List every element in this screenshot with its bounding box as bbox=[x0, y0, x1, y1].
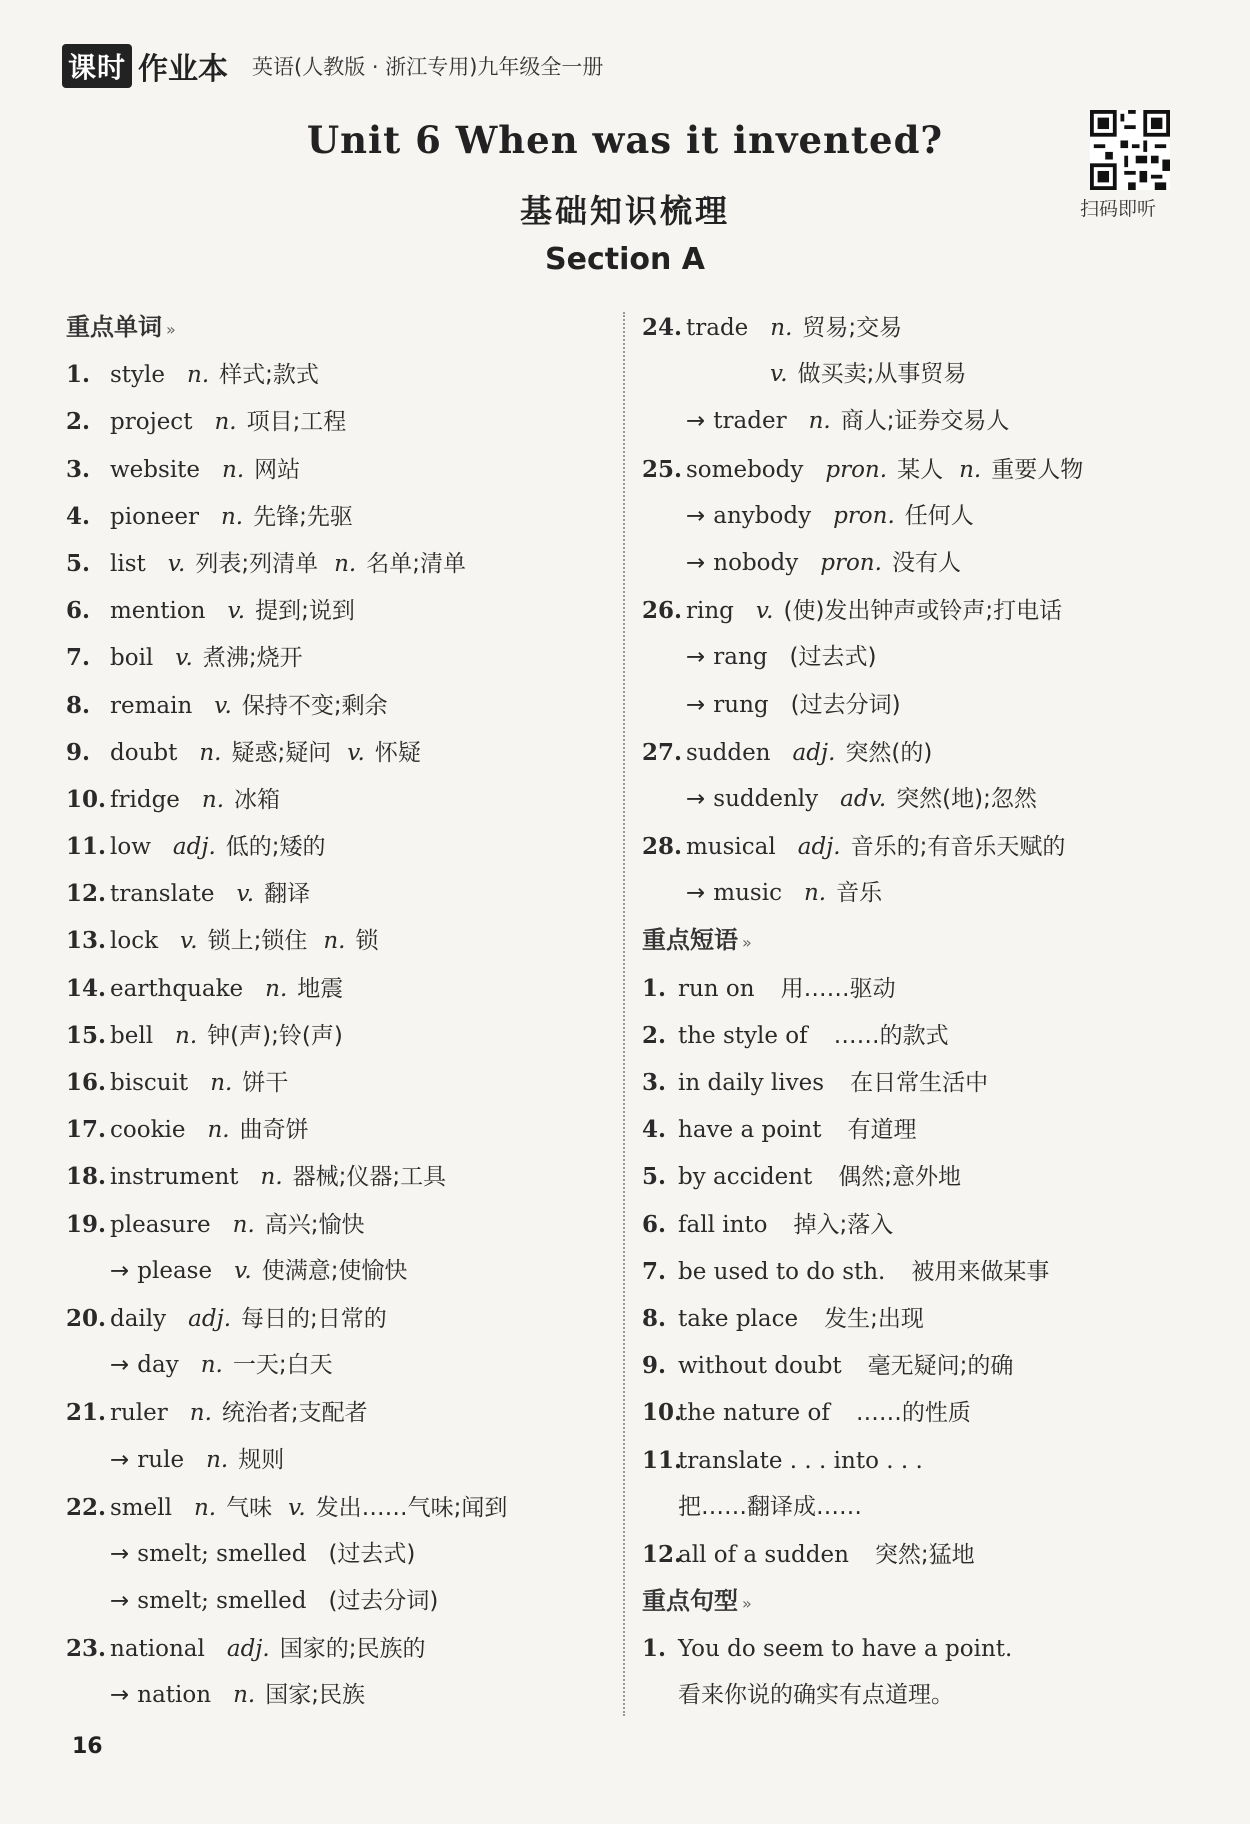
word-pos-secondary: n. bbox=[959, 456, 982, 483]
phrase-entry bbox=[642, 1531, 1202, 1578]
word-chinese: 规则 bbox=[238, 1446, 285, 1473]
word-pos: n. bbox=[175, 1022, 198, 1049]
word-chinese: 任何人 bbox=[904, 502, 974, 529]
phrase-list bbox=[642, 965, 1202, 1578]
phrase-chinese: 在日常生活中 bbox=[850, 1070, 989, 1096]
phrase-entry bbox=[642, 1059, 1202, 1106]
word-english: rung bbox=[713, 691, 769, 718]
word-entry bbox=[66, 1295, 611, 1342]
word-entry bbox=[66, 1059, 611, 1106]
word-chinese: 器械;仪器;工具 bbox=[292, 1164, 447, 1191]
phrase-entry bbox=[642, 1248, 1202, 1295]
word-chinese: 突然(地);忽然 bbox=[896, 785, 1037, 812]
entry-number: 14. bbox=[66, 974, 107, 1002]
word-chinese: 低的;矮的 bbox=[225, 834, 326, 861]
word-chinese: 贸易;交易 bbox=[802, 315, 903, 341]
qr-code-icon[interactable] bbox=[1090, 110, 1170, 190]
word-entry bbox=[66, 682, 611, 729]
arrow-icon: → bbox=[110, 1682, 130, 1709]
word-chinese: 使满意;使愉快 bbox=[261, 1257, 408, 1284]
word-pos: adj. bbox=[797, 834, 841, 861]
word-english: mention bbox=[110, 598, 206, 625]
word-english: please bbox=[137, 1257, 213, 1284]
entry-number: 1. bbox=[642, 1635, 667, 1663]
word-pos: adv. bbox=[840, 785, 887, 812]
arrow-icon: → bbox=[686, 502, 706, 529]
word-english: musical bbox=[686, 834, 776, 861]
section-heading-sentences bbox=[642, 1578, 1202, 1625]
phrase-entry bbox=[642, 1106, 1202, 1153]
word-english: bell bbox=[110, 1022, 154, 1049]
sentence-chinese: 看来你说的确实有点道理。 bbox=[678, 1682, 954, 1709]
word-entry bbox=[66, 965, 611, 1012]
word-chinese: 网站 bbox=[254, 456, 301, 483]
word-english: doubt bbox=[110, 739, 178, 766]
word-english: project bbox=[110, 409, 193, 436]
word-english: national bbox=[110, 1636, 205, 1663]
entry-number: 25. bbox=[642, 455, 683, 483]
arrow-icon: → bbox=[686, 785, 706, 812]
entry-number: 3. bbox=[642, 1069, 667, 1096]
entry-number: 17. bbox=[66, 1116, 107, 1144]
entry-number: 12. bbox=[66, 880, 107, 908]
word-english: trader bbox=[713, 408, 787, 435]
word-chinese: 锁上;锁住 bbox=[207, 928, 308, 955]
entry-number: 20. bbox=[66, 1304, 107, 1332]
word-pos: v. bbox=[175, 645, 193, 672]
word-pos: v. bbox=[236, 881, 255, 908]
entry-number: 3. bbox=[66, 455, 91, 483]
entry-number: 6. bbox=[66, 597, 91, 625]
word-chinese: (过去分词) bbox=[790, 691, 901, 718]
word-chinese-secondary: 怀疑 bbox=[374, 739, 421, 766]
phrase-chinese: 把……翻译成…… bbox=[678, 1493, 862, 1520]
right-column bbox=[642, 304, 1202, 1720]
word-pos: pron. bbox=[820, 549, 882, 576]
word-chinese: 提到;说到 bbox=[255, 598, 355, 625]
word-entry bbox=[66, 351, 611, 398]
entry-number: 13. bbox=[66, 927, 107, 955]
phrase-english: without doubt bbox=[678, 1353, 842, 1380]
word-english: boil bbox=[110, 645, 154, 672]
derived-word-entry bbox=[642, 634, 1202, 681]
word-english: instrument bbox=[110, 1164, 239, 1191]
word-entry bbox=[66, 917, 611, 964]
word-chinese: 煮沸;烧开 bbox=[202, 645, 303, 672]
phrase-chinese: 用……驱动 bbox=[780, 975, 896, 1002]
word-english: ring bbox=[686, 598, 734, 625]
word-english: smelt; smelled bbox=[137, 1588, 307, 1615]
word-english: sudden bbox=[686, 739, 771, 766]
phrase-chinese: ……的款式 bbox=[833, 1022, 949, 1049]
phrase-english: in daily lives bbox=[678, 1070, 825, 1096]
word-entry bbox=[66, 587, 611, 634]
word-pos: n. bbox=[187, 362, 210, 389]
phrase-entry bbox=[642, 1201, 1202, 1248]
word-pos: n. bbox=[220, 503, 244, 530]
word-pos: n. bbox=[201, 786, 225, 813]
entry-number: 4. bbox=[642, 1116, 667, 1144]
derived-word-entry bbox=[642, 776, 1202, 823]
arrow-icon: → bbox=[686, 644, 706, 671]
page-number: 16 bbox=[72, 1734, 103, 1759]
word-entry bbox=[642, 304, 1202, 351]
entry-number: 10. bbox=[66, 785, 107, 813]
book-info: 英语(人教版 · 浙江专用)九年级全一册 bbox=[252, 55, 604, 79]
word-english: fridge bbox=[110, 786, 180, 813]
word-pos: n. bbox=[770, 315, 793, 341]
word-entry bbox=[66, 540, 611, 587]
entry-number: 19. bbox=[66, 1210, 107, 1238]
word-pos: n. bbox=[808, 408, 831, 435]
derived-word-entry bbox=[642, 870, 1202, 917]
phrase-chinese: 突然;猛地 bbox=[874, 1541, 975, 1568]
word-pos-secondary: n. bbox=[323, 928, 346, 955]
word-pos: n. bbox=[265, 975, 288, 1002]
heading-label: 重点句型 bbox=[642, 1587, 738, 1616]
word-english: day bbox=[137, 1352, 179, 1379]
phrase-english: run on bbox=[678, 975, 755, 1002]
entry-number: 6. bbox=[642, 1210, 667, 1238]
word-english: translate bbox=[110, 881, 215, 908]
word-english: rang bbox=[713, 644, 768, 671]
word-entry bbox=[66, 1484, 611, 1531]
word-pos: v. bbox=[227, 598, 246, 625]
word-pos: v. bbox=[214, 692, 232, 719]
word-english: remain bbox=[110, 692, 193, 719]
word-entry bbox=[66, 823, 611, 870]
entry-number: 5. bbox=[66, 549, 91, 577]
word-pos-secondary: n. bbox=[334, 550, 357, 577]
word-pos: v. bbox=[167, 550, 186, 577]
word-pos: n. bbox=[233, 1682, 256, 1709]
word-entry bbox=[66, 446, 611, 493]
word-pos: n. bbox=[199, 739, 222, 766]
unit-title: Unit 6 When was it invented? bbox=[306, 118, 944, 162]
entry-number: 7. bbox=[642, 1257, 667, 1285]
sentence-list bbox=[642, 1625, 1202, 1719]
entry-number: 28. bbox=[642, 833, 683, 861]
phrase-entry bbox=[642, 1389, 1202, 1436]
word-chinese: 商人;证券交易人 bbox=[840, 408, 1010, 435]
word-pos: n. bbox=[207, 1117, 230, 1144]
word-chinese-secondary: 名单;清单 bbox=[366, 550, 466, 577]
word-english: pioneer bbox=[110, 503, 199, 530]
column-divider bbox=[623, 312, 625, 1716]
word-pos: n. bbox=[193, 1494, 217, 1521]
phrase-english: translate . . . into . . . bbox=[678, 1447, 923, 1474]
word-pos: v. bbox=[770, 361, 788, 388]
word-entry bbox=[66, 1625, 611, 1672]
entry-number: 5. bbox=[642, 1163, 667, 1191]
word-chinese: 钟(声);铃(声) bbox=[207, 1022, 343, 1049]
word-pos: n. bbox=[232, 1211, 255, 1238]
phrase-english: the style of bbox=[678, 1022, 808, 1049]
word-entry bbox=[66, 398, 611, 445]
word-chinese: (过去式) bbox=[789, 644, 877, 671]
entry-number: 11. bbox=[66, 833, 107, 861]
word-chinese: 做买卖;从事贸易 bbox=[797, 361, 967, 388]
derived-word-entry bbox=[66, 1342, 611, 1389]
word-pos: n. bbox=[206, 1446, 229, 1473]
word-chinese: 饼干 bbox=[242, 1070, 289, 1096]
word-chinese: 项目;工程 bbox=[246, 409, 347, 436]
word-entry bbox=[66, 1012, 611, 1059]
word-chinese: 高兴;愉快 bbox=[264, 1211, 365, 1238]
phrase-english: the nature of bbox=[678, 1400, 830, 1427]
word-english: anybody bbox=[713, 502, 812, 529]
entry-number: 2. bbox=[66, 408, 91, 436]
word-pos: n. bbox=[214, 409, 237, 436]
phrase-chinese: 有道理 bbox=[847, 1117, 917, 1144]
word-entry bbox=[642, 446, 1202, 493]
entry-number: 1. bbox=[642, 974, 667, 1002]
entry-number: 9. bbox=[642, 1352, 667, 1380]
word-entry bbox=[66, 1201, 611, 1248]
phrase-chinese: ……的性质 bbox=[855, 1400, 971, 1427]
word-chinese: 翻译 bbox=[264, 881, 311, 908]
word-chinese: (过去分词) bbox=[328, 1588, 439, 1615]
word-entry bbox=[66, 729, 611, 776]
word-english: rule bbox=[137, 1446, 185, 1473]
entry-number: 7. bbox=[66, 644, 91, 672]
entry-number: 16. bbox=[66, 1069, 107, 1096]
word-chinese-secondary: 发出……气味;闻到 bbox=[315, 1494, 508, 1521]
arrow-icon: → bbox=[686, 880, 706, 907]
phrase-english: have a point bbox=[678, 1117, 822, 1144]
word-english: somebody bbox=[686, 456, 804, 483]
word-pos: n. bbox=[222, 456, 245, 483]
entry-number: 23. bbox=[66, 1635, 107, 1663]
word-entry bbox=[66, 634, 611, 681]
word-chinese: 疑惑;疑问 bbox=[231, 739, 332, 766]
arrow-icon: → bbox=[110, 1446, 130, 1473]
sentence-english: You do seem to have a point. bbox=[678, 1636, 1013, 1663]
phrase-chinese: 毫无疑问;的确 bbox=[867, 1353, 1014, 1380]
word-english: suddenly bbox=[713, 785, 819, 812]
qr-caption: 扫码即听 bbox=[1080, 198, 1157, 220]
word-chinese: 一天;白天 bbox=[232, 1352, 333, 1379]
word-english: lock bbox=[110, 928, 159, 955]
word-chinese: 地震 bbox=[297, 975, 344, 1002]
word-pos: v. bbox=[755, 598, 774, 625]
arrow-icon: → bbox=[686, 691, 706, 718]
phrase-english: by accident bbox=[678, 1164, 813, 1191]
word-chinese: 某人 bbox=[897, 456, 944, 483]
word-chinese: 列表;列清单 bbox=[195, 550, 319, 577]
phrase-english: all of a sudden bbox=[678, 1541, 849, 1568]
word-pos: adj. bbox=[172, 834, 216, 861]
word-english: ruler bbox=[110, 1400, 168, 1427]
phrase-chinese: 被用来做某事 bbox=[911, 1258, 1050, 1285]
word-pos: pron. bbox=[833, 502, 895, 529]
entry-number: 26. bbox=[642, 597, 683, 625]
derived-word-entry bbox=[66, 1437, 611, 1484]
word-list-continued bbox=[642, 304, 1202, 917]
word-pos: n. bbox=[200, 1352, 223, 1379]
entry-number: 18. bbox=[66, 1163, 107, 1191]
phrase-chinese: 掉入;落入 bbox=[793, 1211, 894, 1238]
word-chinese: 冰箱 bbox=[234, 786, 281, 813]
phrase-chinese: 偶然;意外地 bbox=[838, 1164, 961, 1191]
header bbox=[62, 44, 603, 88]
entry-number: 24. bbox=[642, 314, 683, 341]
word-chinese: 音乐的;有音乐天赋的 bbox=[850, 834, 1066, 861]
word-list bbox=[66, 351, 611, 1719]
word-chinese: 每日的;日常的 bbox=[241, 1305, 387, 1332]
chevron-icon: » bbox=[742, 1594, 752, 1614]
word-pos: n. bbox=[210, 1070, 233, 1096]
phrase-english: fall into bbox=[678, 1211, 768, 1238]
word-entry bbox=[66, 1389, 611, 1436]
word-english: nation bbox=[137, 1682, 212, 1709]
entry-number: 21. bbox=[66, 1399, 107, 1427]
word-chinese: 样式;款式 bbox=[219, 362, 319, 389]
word-chinese: (使)发出钟声或铃声;打电话 bbox=[783, 598, 1063, 625]
word-chinese: 没有人 bbox=[891, 549, 961, 576]
word-english: website bbox=[110, 456, 201, 483]
word-entry bbox=[642, 729, 1202, 776]
chevron-icon: » bbox=[742, 933, 752, 953]
word-english: style bbox=[110, 362, 166, 389]
entry-number: 9. bbox=[66, 738, 91, 766]
phrase-entry bbox=[642, 1295, 1202, 1342]
sentence-translation bbox=[642, 1672, 1202, 1719]
heading-label: 重点短语 bbox=[642, 926, 738, 955]
word-chinese: 统治者;支配者 bbox=[221, 1400, 368, 1427]
phrase-english: take place bbox=[678, 1305, 799, 1332]
heading-label: 重点单词 bbox=[66, 313, 162, 341]
word-chinese: 音乐 bbox=[836, 880, 883, 907]
word-english: daily bbox=[110, 1305, 167, 1332]
derived-word-entry bbox=[642, 398, 1202, 445]
entry-number: 11. bbox=[642, 1446, 683, 1474]
word-pos: v. bbox=[234, 1257, 252, 1284]
phrase-entry bbox=[642, 1012, 1202, 1059]
word-extra-meaning bbox=[642, 351, 1202, 398]
word-pos: adj. bbox=[792, 739, 836, 766]
word-entry bbox=[66, 870, 611, 917]
sentence-entry bbox=[642, 1625, 1202, 1672]
word-pos: n. bbox=[260, 1164, 283, 1191]
section-heading-words bbox=[66, 304, 611, 351]
word-pos: pron. bbox=[825, 456, 888, 483]
word-pos-secondary: v. bbox=[347, 739, 365, 766]
derived-word-entry bbox=[66, 1248, 611, 1295]
arrow-icon: → bbox=[110, 1257, 130, 1284]
derived-word-entry bbox=[642, 493, 1202, 540]
entry-number: 12. bbox=[642, 1540, 683, 1568]
word-entry bbox=[66, 493, 611, 540]
word-english: pleasure bbox=[110, 1211, 211, 1238]
brand-logo: 课时 bbox=[62, 44, 132, 88]
derived-word-entry bbox=[66, 1531, 611, 1578]
arrow-icon: → bbox=[110, 1540, 130, 1567]
arrow-icon: → bbox=[686, 408, 706, 435]
derived-word-entry bbox=[66, 1578, 611, 1625]
left-column bbox=[66, 304, 611, 1720]
word-pos: adj. bbox=[226, 1636, 270, 1663]
word-english: biscuit bbox=[110, 1070, 189, 1096]
entry-number: 8. bbox=[66, 691, 91, 719]
entry-number: 1. bbox=[66, 361, 91, 389]
derived-word-entry bbox=[642, 540, 1202, 587]
derived-word-entry bbox=[66, 1672, 611, 1719]
brand-name: 作业本 bbox=[138, 52, 229, 87]
word-chinese: 先锋;先驱 bbox=[253, 503, 353, 530]
phrase-continuation bbox=[642, 1484, 1202, 1531]
word-chinese: 保持不变;剩余 bbox=[241, 692, 388, 719]
word-chinese: 国家;民族 bbox=[265, 1682, 365, 1709]
word-chinese: 气味 bbox=[226, 1494, 273, 1521]
word-pos: adj. bbox=[188, 1305, 232, 1332]
word-entry bbox=[66, 776, 611, 823]
section-title: Section A bbox=[545, 242, 705, 277]
word-entry bbox=[642, 587, 1202, 634]
word-english: smelt; smelled bbox=[137, 1540, 307, 1567]
word-english: smell bbox=[110, 1494, 172, 1521]
phrase-entry bbox=[642, 1153, 1202, 1200]
phrase-entry bbox=[642, 1437, 1202, 1484]
word-english: trade bbox=[686, 315, 749, 341]
arrow-icon: → bbox=[110, 1588, 130, 1615]
entry-number: 22. bbox=[66, 1493, 107, 1521]
word-pos: n. bbox=[803, 880, 827, 907]
arrow-icon: → bbox=[110, 1352, 130, 1379]
entry-number: 2. bbox=[642, 1021, 667, 1049]
arrow-icon: → bbox=[686, 549, 706, 576]
entry-number: 27. bbox=[642, 738, 683, 766]
word-english: cookie bbox=[110, 1117, 186, 1144]
phrase-entry bbox=[642, 965, 1202, 1012]
section-heading-phrases bbox=[642, 917, 1202, 964]
word-chinese: 曲奇饼 bbox=[239, 1117, 309, 1144]
word-entry bbox=[642, 823, 1202, 870]
page-subtitle: 基础知识梳理 bbox=[519, 192, 730, 230]
derived-word-entry bbox=[642, 682, 1202, 729]
word-chinese-secondary: 重要人物 bbox=[991, 456, 1084, 483]
word-entry bbox=[66, 1106, 611, 1153]
entry-number: 8. bbox=[642, 1304, 667, 1332]
entry-number: 10. bbox=[642, 1399, 683, 1427]
word-english: earthquake bbox=[110, 975, 244, 1002]
word-english: music bbox=[713, 880, 782, 907]
entry-number: 15. bbox=[66, 1021, 107, 1049]
word-entry bbox=[66, 1153, 611, 1200]
word-chinese: 国家的;民族的 bbox=[279, 1636, 426, 1663]
word-english: list bbox=[110, 550, 146, 577]
phrase-entry bbox=[642, 1342, 1202, 1389]
phrase-chinese: 发生;出现 bbox=[824, 1305, 924, 1332]
word-pos: n. bbox=[189, 1400, 212, 1427]
phrase-english: be used to do sth. bbox=[678, 1258, 886, 1285]
entry-number: 4. bbox=[66, 502, 91, 530]
word-chinese: (过去式) bbox=[328, 1540, 416, 1567]
word-english: low bbox=[110, 834, 151, 861]
word-pos: v. bbox=[180, 928, 198, 955]
word-english: nobody bbox=[713, 549, 799, 576]
word-pos-secondary: v. bbox=[288, 1494, 306, 1521]
chevron-icon: » bbox=[166, 320, 176, 339]
word-chinese: 突然(的) bbox=[845, 739, 933, 766]
word-chinese-secondary: 锁 bbox=[355, 928, 379, 955]
